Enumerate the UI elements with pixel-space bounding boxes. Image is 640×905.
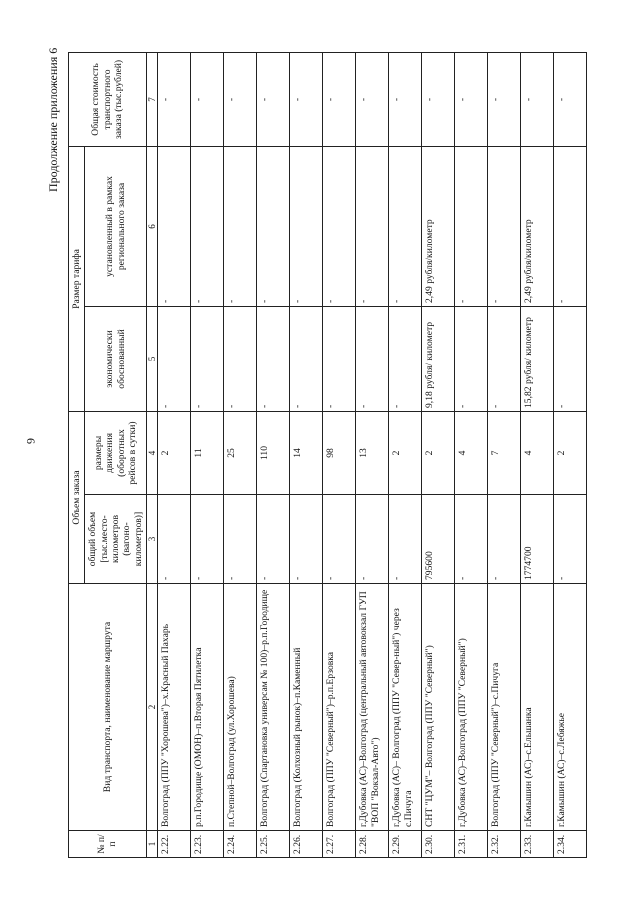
economic-tariff-cell: - bbox=[554, 306, 587, 411]
total-cost-cell: - bbox=[158, 52, 191, 146]
table-row bbox=[455, 52, 488, 857]
regional-tariff-cell: - bbox=[554, 146, 587, 306]
table-row bbox=[356, 52, 389, 857]
route-name: СНТ "ЦУМ"– Волгоград (ППУ "Северный") bbox=[422, 584, 455, 831]
col-number: 4 bbox=[146, 411, 158, 494]
total-volume-cell: - bbox=[290, 495, 323, 584]
tariff-table bbox=[68, 52, 587, 858]
regional-tariff-cell: - bbox=[158, 146, 191, 306]
economic-tariff-cell: - bbox=[323, 306, 356, 411]
regional-tariff-cell: - bbox=[323, 146, 356, 306]
economic-tariff-cell: 9,18 рубля/ километр bbox=[422, 306, 455, 411]
regional-tariff-cell: - bbox=[290, 146, 323, 306]
economic-tariff-cell: - bbox=[224, 306, 257, 411]
total-volume-cell: 795600 bbox=[422, 495, 455, 584]
route-name: Волгоград (ППУ "Северный")–р.п.Ерзовка bbox=[323, 584, 356, 831]
total-volume-cell: - bbox=[455, 495, 488, 584]
total-cost-cell: - bbox=[389, 52, 422, 146]
table-row bbox=[422, 52, 455, 857]
table-row bbox=[389, 52, 422, 857]
header-total-volume: общий объем [тыс.место-километров (вагоно-километров)] bbox=[85, 495, 147, 584]
regional-tariff-cell: - bbox=[455, 146, 488, 306]
total-volume-cell: 1774700 bbox=[521, 495, 554, 584]
col-number: 7 bbox=[146, 52, 158, 146]
total-cost-cell: - bbox=[323, 52, 356, 146]
table-row bbox=[521, 52, 554, 857]
total-cost-cell: - bbox=[521, 52, 554, 146]
table-row bbox=[224, 52, 257, 857]
trips-cell: 7 bbox=[488, 411, 521, 494]
row-number: 2.33. bbox=[521, 831, 554, 858]
regional-tariff-cell: - bbox=[488, 146, 521, 306]
header-order-volume: Объем заказа bbox=[69, 411, 85, 583]
route-name: г.Камышин (АС)–с.Лебяжье bbox=[554, 584, 587, 831]
trips-cell: 25 bbox=[224, 411, 257, 494]
row-number: 2.22. bbox=[158, 831, 191, 858]
row-number: 2.30. bbox=[422, 831, 455, 858]
header-tariff: Размер тарифа bbox=[69, 146, 85, 411]
trips-cell: 2 bbox=[389, 411, 422, 494]
row-number: 2.26. bbox=[290, 831, 323, 858]
total-volume-cell: - bbox=[323, 495, 356, 584]
trips-cell: 110 bbox=[257, 411, 290, 494]
table-row bbox=[554, 52, 587, 857]
col-number: 1 bbox=[146, 831, 158, 858]
economic-tariff-cell: - bbox=[158, 306, 191, 411]
page-number: 6 bbox=[24, 438, 38, 444]
regional-tariff-cell: - bbox=[191, 146, 224, 306]
total-volume-cell: - bbox=[224, 495, 257, 584]
total-cost-cell: - bbox=[356, 52, 389, 146]
header-traffic-size: размеры движения (оборотных рейсов в сутки) bbox=[85, 411, 147, 494]
table-row bbox=[191, 52, 224, 857]
table-body bbox=[158, 52, 587, 857]
economic-tariff-cell: 15,82 рубля/ километр bbox=[521, 306, 554, 411]
row-number: 2.27. bbox=[323, 831, 356, 858]
header-total-cost: Общая стоимость транспортного заказа (тыс.рублей) bbox=[69, 52, 147, 146]
total-cost-cell: - bbox=[290, 52, 323, 146]
economic-tariff-cell: - bbox=[389, 306, 422, 411]
row-number: 2.25. bbox=[257, 831, 290, 858]
header-route: Вид транспорта, наименование маршрута bbox=[69, 584, 147, 831]
total-cost-cell: - bbox=[554, 52, 587, 146]
total-volume-cell: - bbox=[389, 495, 422, 584]
trips-cell: 14 bbox=[290, 411, 323, 494]
route-name: Волгоград (ППУ "Северный")–с.Пичуга bbox=[488, 584, 521, 831]
regional-tariff-cell: - bbox=[224, 146, 257, 306]
trips-cell: 13 bbox=[356, 411, 389, 494]
economic-tariff-cell: - bbox=[356, 306, 389, 411]
appendix-continuation-note: Продолжение приложения 6 bbox=[46, 47, 60, 192]
total-cost-cell: - bbox=[257, 52, 290, 146]
total-volume-cell: - bbox=[191, 495, 224, 584]
economic-tariff-cell: - bbox=[257, 306, 290, 411]
total-cost-cell: - bbox=[224, 52, 257, 146]
route-name: п.Степной–Волгоград (ул.Хорошева) bbox=[224, 584, 257, 831]
trips-cell: 2 bbox=[422, 411, 455, 494]
economic-tariff-cell: - bbox=[290, 306, 323, 411]
economic-tariff-cell: - bbox=[488, 306, 521, 411]
regional-tariff-cell: 2,49 рубля/километр bbox=[422, 146, 455, 306]
col-number: 2 bbox=[146, 584, 158, 831]
route-name: Волгоград (ППУ "Хорошева")–х.Красный Пахарь bbox=[158, 584, 191, 831]
row-number: 2.29. bbox=[389, 831, 422, 858]
row-number: 2.31. bbox=[455, 831, 488, 858]
row-number: 2.23. bbox=[191, 831, 224, 858]
table-row bbox=[158, 52, 191, 857]
regional-tariff-cell: 2,49 рубля/километр bbox=[521, 146, 554, 306]
table-row bbox=[257, 52, 290, 857]
route-name: г.Дубовка (АС)–Волгоград (центральный автовокзал ГУП "ВОП "Вокзал-Авто") bbox=[356, 584, 389, 831]
row-number: 2.32. bbox=[488, 831, 521, 858]
row-number: 2.34. bbox=[554, 831, 587, 858]
trips-cell: 4 bbox=[521, 411, 554, 494]
route-name: г.Дубовка (АС)–Волгоград (ППУ "Северный") bbox=[455, 584, 488, 831]
col-number: 5 bbox=[146, 306, 158, 411]
total-volume-cell: - bbox=[554, 495, 587, 584]
regional-tariff-cell: - bbox=[389, 146, 422, 306]
total-volume-cell: - bbox=[158, 495, 191, 584]
total-volume-cell: - bbox=[257, 495, 290, 584]
trips-cell: 98 bbox=[323, 411, 356, 494]
regional-tariff-cell: - bbox=[356, 146, 389, 306]
total-volume-cell: - bbox=[488, 495, 521, 584]
trips-cell: 11 bbox=[191, 411, 224, 494]
trips-cell: 2 bbox=[554, 411, 587, 494]
regional-tariff-cell: - bbox=[257, 146, 290, 306]
route-name: Волгоград (Колхозный рынок)–п.Каменный bbox=[290, 584, 323, 831]
col-number: 3 bbox=[146, 495, 158, 584]
route-name: г.Камышин (АС)–с.Ельшанка bbox=[521, 584, 554, 831]
total-cost-cell: - bbox=[422, 52, 455, 146]
table-row bbox=[488, 52, 521, 857]
total-cost-cell: - bbox=[191, 52, 224, 146]
route-name: Волгоград (Спартановка универсам № 100)–р.п.Городище bbox=[257, 584, 290, 831]
total-volume-cell: - bbox=[356, 495, 389, 584]
row-number: 2.28. bbox=[356, 831, 389, 858]
header-economic-tariff: экономически обоснованный bbox=[85, 306, 147, 411]
route-name: р.п.Городище (ОМОН)–п.Вторая Пятилетка bbox=[191, 584, 224, 831]
table-row bbox=[290, 52, 323, 857]
economic-tariff-cell: - bbox=[455, 306, 488, 411]
col-number: 6 bbox=[146, 146, 158, 306]
trips-cell: 2 bbox=[158, 411, 191, 494]
trips-cell: 4 bbox=[455, 411, 488, 494]
header-num: № п/п bbox=[69, 831, 147, 858]
total-cost-cell: - bbox=[455, 52, 488, 146]
route-name: г.Дубовка (АС)– Волгоград (ППУ "Север-ный") через с.Пичуга bbox=[389, 584, 422, 831]
row-number: 2.24. bbox=[224, 831, 257, 858]
header-regional-tariff: установленный в рамках регионального заказа bbox=[85, 146, 147, 306]
table-row bbox=[323, 52, 356, 857]
economic-tariff-cell: - bbox=[191, 306, 224, 411]
total-cost-cell: - bbox=[488, 52, 521, 146]
